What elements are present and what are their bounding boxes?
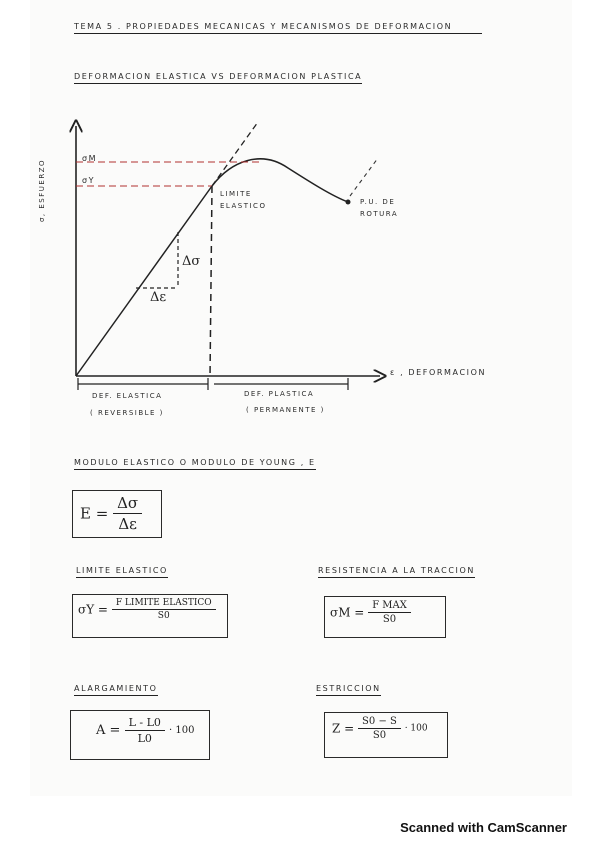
def-elastica-label: DEF. ELASTICA [92,392,163,400]
reversible-label: ( REVERSIBLE ) [90,409,164,417]
x-axis-label: ε , DEFORMACION [390,368,487,377]
sigma-m-label: σM [82,154,98,163]
delta-sigma-label: Δσ [182,254,201,269]
section-title-deformacion: DEFORMACION ELASTICA VS DEFORMACION PLASTICA [74,72,362,84]
resistencia-title: RESISTENCIA A LA TRACCION [318,566,475,578]
resistencia-num: F MAX [368,600,411,613]
young-lhs: E = [80,504,109,523]
elastic-extension [212,122,258,186]
def-plastica-label: DEF. PLASTICA [244,390,315,398]
resistencia-den: S0 [382,614,397,625]
limite-den: S0 [157,611,170,621]
estriccion-num: S0 − S [358,716,401,729]
estriccion-title: ESTRICCION [316,684,381,696]
alargamiento-lhs: A = [96,723,121,738]
limite-title: LIMITE ELASTICO [76,566,168,578]
rupture-extension [350,158,378,196]
resistencia-lhs: σM = [330,605,365,620]
resistencia-formula [330,600,411,625]
limite-elastico-label: LIMITE ELASTICO [220,190,267,210]
limite-num: F LIMITE ELASTICO [112,598,216,610]
delta-epsilon-label: Δε [150,290,167,305]
young-den: Δε [118,515,137,533]
rupture-point [346,200,351,205]
page-title: TEMA 5 . PROPIEDADES MECANICAS Y MECANISMOS DE DEFORMACION [74,22,482,34]
alargamiento-num: L - L0 [125,716,165,731]
elastic-line [76,186,212,376]
punto-rotura-label: P.U. DE ROTURA [360,198,399,218]
young-formula [80,494,142,533]
estriccion-den: S0 [372,730,387,741]
sigma-y-label: σY [82,176,96,185]
alargamiento-factor: · 100 [169,725,195,736]
alargamiento-formula [96,716,194,745]
permanente-label: ( PERMANENTE ) [246,406,325,414]
y-axis-label: σ, ESFUERZO [38,159,46,222]
estriccion-lhs: Z = [332,721,355,736]
young-title: MODULO ELASTICO O MODULO DE YOUNG , E [74,458,316,470]
camscanner-watermark: Scanned with CamScanner [400,820,567,835]
alargamiento-title: ALARGAMIENTO [74,684,158,696]
young-num: Δσ [113,494,142,514]
elastic-limit-dashed [210,186,212,378]
limite-formula [78,598,216,621]
estriccion-formula [332,716,428,741]
limite-lhs: σY = [78,602,108,617]
estriccion-factor: · 100 [404,723,428,734]
alargamiento-den: L0 [137,732,152,745]
